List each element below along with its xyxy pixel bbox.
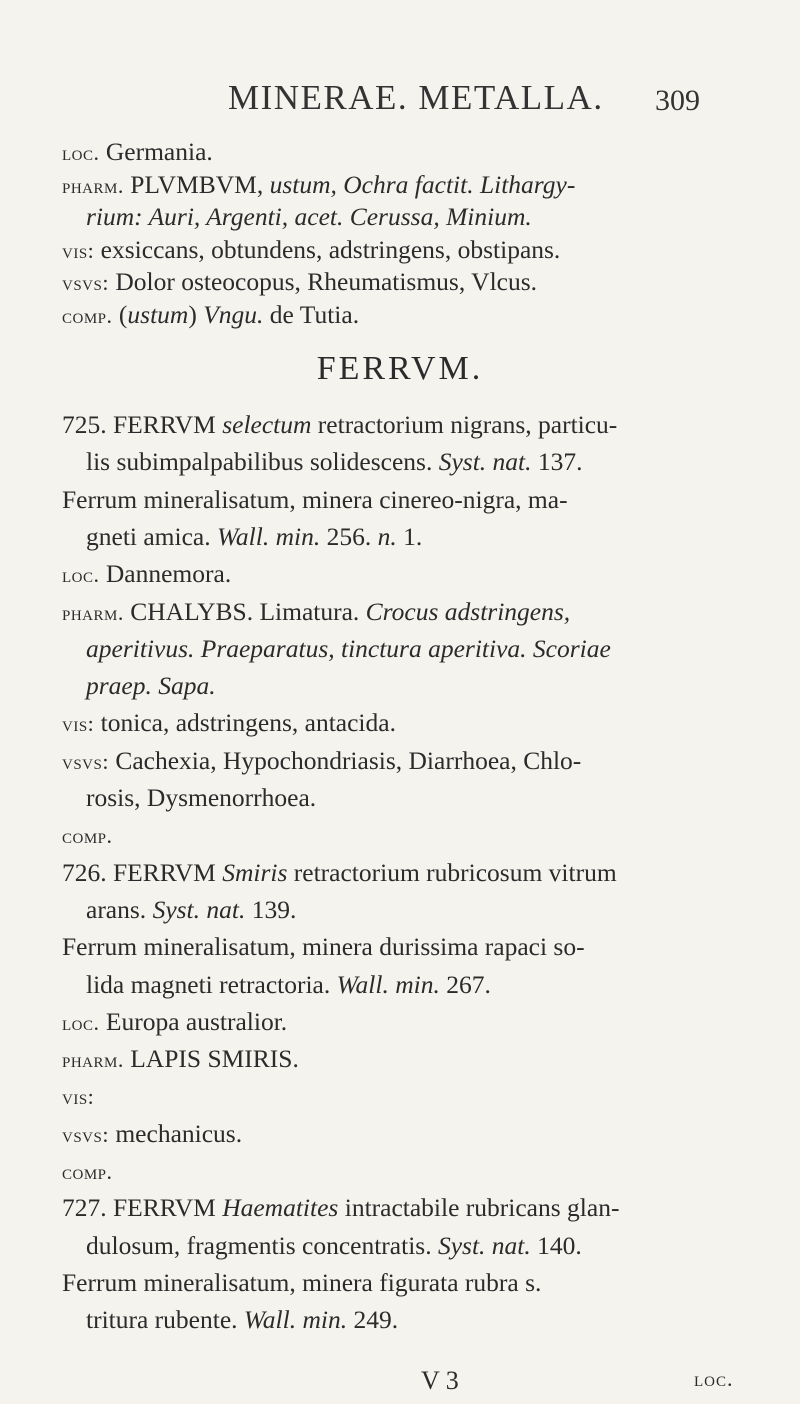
text-line xyxy=(86,446,583,478)
text-run: Syst. nat. xyxy=(437,1230,531,1260)
text-run: Syst. nat. xyxy=(438,447,532,477)
text-run: Wall. min. xyxy=(217,521,321,551)
text-run: retractorium nigrans, particu- xyxy=(311,410,618,439)
text-run: aperitivus. Praeparatus, tinctura aperitiva. Scoriae xyxy=(86,633,611,663)
text-run: Ferrum mineralisatum, minera cinereo-nigra, ma- xyxy=(62,484,568,514)
text-run: 267. xyxy=(439,969,491,999)
text-line xyxy=(86,894,296,926)
text-run: pharm. xyxy=(62,172,124,198)
text-line xyxy=(86,1230,582,1262)
text-run: comp. xyxy=(62,303,113,328)
text-run: ustum xyxy=(127,300,189,329)
text-run: ) xyxy=(188,300,204,329)
text-run: intractabile rubricans glan- xyxy=(338,1193,620,1223)
text-run: de Tutia. xyxy=(263,300,360,329)
text-run: pharm. xyxy=(62,1047,124,1073)
text-run: Cachexia, Hypochondriasis, Diarrhoea, Chlo- xyxy=(108,745,582,775)
text-line xyxy=(62,266,537,299)
text-run: lis subimpalpabilibus solidescens. xyxy=(86,447,439,477)
text-run: vis: xyxy=(62,711,95,737)
text-line xyxy=(62,1080,94,1113)
text-line xyxy=(62,558,231,591)
text-line xyxy=(62,857,617,889)
text-run: ( xyxy=(112,300,128,329)
text-line xyxy=(86,521,422,553)
text-line xyxy=(86,670,216,702)
text-line xyxy=(86,1304,398,1336)
text-run: vsvs: xyxy=(62,748,109,774)
text-run: rosis, Dysmenorrhoea. xyxy=(86,783,317,812)
text-run: 1. xyxy=(396,521,423,551)
text-run: comp. xyxy=(62,1159,113,1184)
text-run: Wall. min. xyxy=(243,1305,348,1335)
text-line xyxy=(62,1267,541,1299)
text-line xyxy=(62,931,585,963)
text-run: dulosum, fragmentis concentratis. xyxy=(86,1230,438,1260)
text-run: 256. xyxy=(320,521,378,551)
text-line xyxy=(86,633,611,665)
text-run: gneti amica. xyxy=(86,521,217,551)
text-line xyxy=(62,1192,619,1224)
text-run: mechanicus. xyxy=(108,1118,243,1148)
signature-mark: V 3 xyxy=(421,1366,459,1395)
text-run: Syst. nat. xyxy=(152,894,246,924)
text-run: Wall. min. xyxy=(336,969,440,999)
text-run: Germania. xyxy=(99,137,213,166)
text-run: Ferrum mineralisatum, minera figurata rubra s. xyxy=(62,1267,542,1297)
text-run: lida magneti retractoria. xyxy=(86,969,337,999)
text-run: exsiccans, obtundens, adstringens, obstipans. xyxy=(94,234,561,264)
page-number: 309 xyxy=(655,84,700,117)
page-footer xyxy=(0,1366,800,1400)
page-header xyxy=(0,60,800,117)
text-line xyxy=(62,1006,287,1039)
text-run: 727. FERRVM xyxy=(62,1193,223,1223)
text-line xyxy=(62,819,113,852)
text-run: loc. xyxy=(62,140,100,165)
text-run: vis: xyxy=(62,237,95,263)
text-run: n. xyxy=(377,521,397,551)
running-head: MINERAE. METALLA. xyxy=(228,78,604,117)
text-run: Europa australior. xyxy=(99,1006,288,1036)
text-run: tonica, adstringens, antacida. xyxy=(94,708,396,738)
text-run: vsvs: xyxy=(62,270,109,296)
text-line xyxy=(62,707,396,740)
text-run: praep. Sapa. xyxy=(86,671,216,701)
text-run: vsvs: xyxy=(62,1121,109,1147)
text-line xyxy=(62,484,568,516)
text-run: selectum xyxy=(222,410,312,439)
text-run: Dannemora. xyxy=(99,559,232,589)
text-run: Haematites xyxy=(222,1193,339,1223)
text-run: 726. FERRVM xyxy=(62,857,223,887)
text-line xyxy=(86,969,491,1001)
text-line xyxy=(86,782,316,814)
text-line xyxy=(62,745,581,778)
text-line xyxy=(62,299,359,332)
text-run: Smiris xyxy=(222,857,288,887)
section-title: FERRVM. xyxy=(316,350,484,387)
text-run: Vngu. xyxy=(203,300,264,329)
text-line xyxy=(62,1155,113,1188)
text-run: 725. FERRVM xyxy=(62,410,223,439)
text-run: Ferrum mineralisatum, minera durissima rapaci so- xyxy=(62,932,585,962)
text-run: 140. xyxy=(530,1230,582,1260)
text-line xyxy=(86,201,532,233)
text-line xyxy=(62,234,560,267)
text-run: loc. xyxy=(62,1009,100,1035)
text-run: retractorium rubricosum vitrum xyxy=(287,857,617,887)
text-run: 249. xyxy=(347,1305,399,1335)
text-run: vis: xyxy=(62,1084,95,1110)
text-line xyxy=(62,409,617,441)
text-run: 137. xyxy=(531,447,583,477)
text-run: rium: Auri, Argenti, acet. Cerussa, Minium. xyxy=(86,202,532,232)
text-run: ustum, Ochra factit. Lithargy- xyxy=(269,169,576,199)
text-line xyxy=(62,1118,242,1151)
text-run: loc. xyxy=(62,562,100,588)
text-run: arans. xyxy=(86,894,153,924)
text-run: Dolor osteocopus, Rheumatismus, Vlcus. xyxy=(108,267,538,297)
text-run: Crocus adstringens, xyxy=(365,596,571,626)
text-run: comp. xyxy=(62,823,113,849)
text-line xyxy=(62,169,575,202)
text-line xyxy=(62,1043,299,1076)
text-run: CHALYBS. Limatura. xyxy=(123,596,366,626)
text-run: pharm. xyxy=(62,599,124,625)
text-run: LAPIS SMIRIS. xyxy=(123,1044,299,1074)
text-line xyxy=(62,136,213,169)
catchword: loc. xyxy=(694,1366,734,1391)
text-run: PLVMBVM, xyxy=(123,169,270,199)
text-run: 139. xyxy=(245,894,297,924)
text-line xyxy=(62,596,570,629)
text-run: tritura rubente. xyxy=(86,1305,244,1335)
